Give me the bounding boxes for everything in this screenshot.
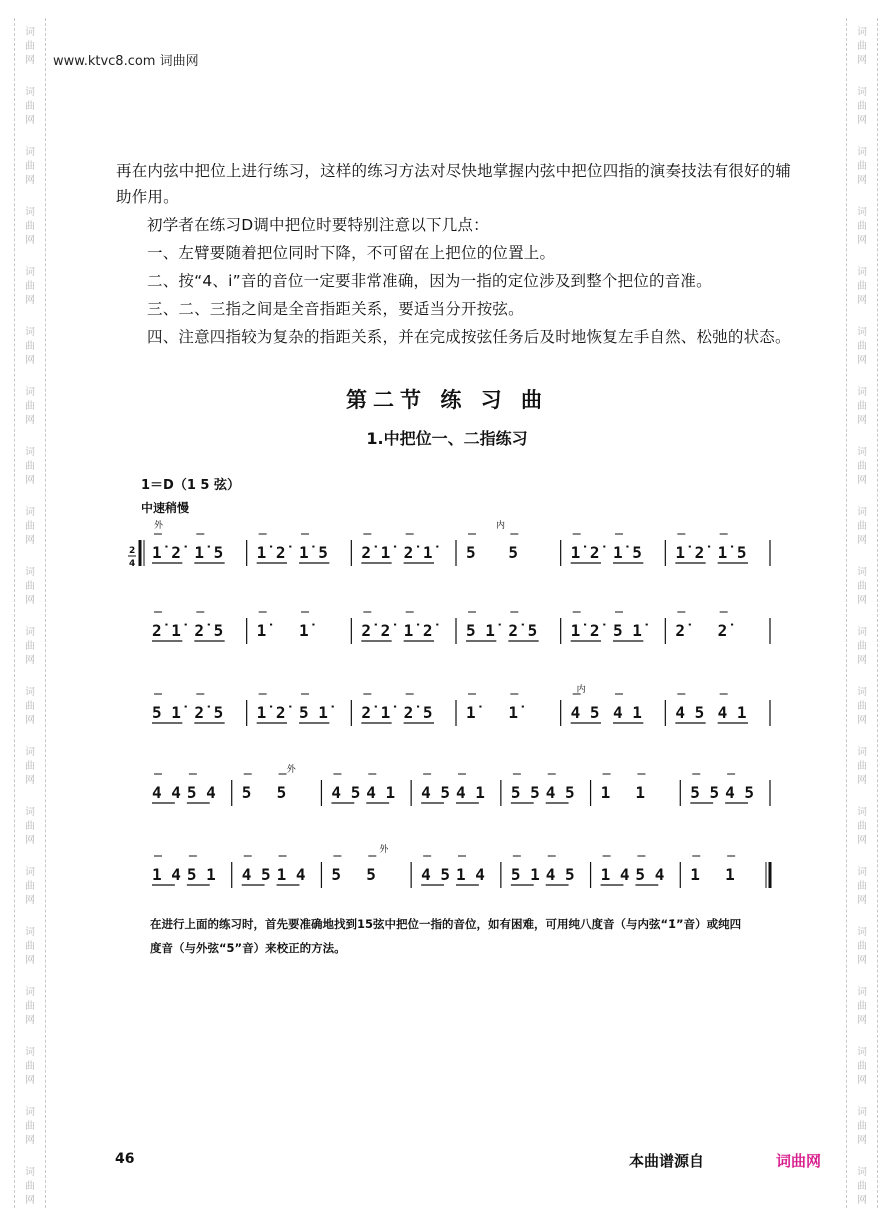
watermark-char: 词 xyxy=(25,327,35,338)
watermark-char: 曲 xyxy=(25,161,35,172)
note-beat: 5 1 xyxy=(510,865,540,884)
note-beat: 1̇ 5 xyxy=(613,543,642,562)
watermark-char: 网 xyxy=(857,1195,867,1206)
footnote xyxy=(150,912,790,960)
watermark-char: 曲 xyxy=(25,281,35,292)
note-beat: 1̇ xyxy=(508,703,518,722)
watermark-char: 网 xyxy=(25,355,35,366)
watermark-char: 网 xyxy=(857,115,867,126)
note-beat: 5 1 xyxy=(186,865,216,884)
watermark-char: 曲 xyxy=(25,461,35,472)
note-beat: 5 xyxy=(276,783,287,802)
watermark-char: 网 xyxy=(25,415,35,426)
watermark-char: 曲 xyxy=(25,821,35,832)
brand-link[interactable]: 词曲网 xyxy=(776,1152,822,1170)
watermark-char: 网 xyxy=(857,775,867,786)
watermark-char: 曲 xyxy=(857,641,867,652)
watermark-char: 曲 xyxy=(25,581,35,592)
watermark-char: 网 xyxy=(25,1135,35,1146)
note-beat: 2̇ 2̇ xyxy=(361,621,391,640)
note-beat: 1 4 xyxy=(276,865,306,884)
watermark-char: 词 xyxy=(857,627,867,638)
watermark-char: 词 xyxy=(857,447,867,458)
watermark-char: 词 xyxy=(25,147,35,158)
watermark-char: 词 xyxy=(857,1107,867,1118)
watermark-char: 曲 xyxy=(25,41,35,52)
watermark-char: 词 xyxy=(25,447,35,458)
watermark-char: 曲 xyxy=(857,941,867,952)
watermark-char: 曲 xyxy=(25,761,35,772)
watermark-char: 曲 xyxy=(857,1061,867,1072)
paragraph-5: 三、二、三指之间是全音指距关系，要适当分开按弦。 xyxy=(147,300,524,318)
watermark-char: 网 xyxy=(857,595,867,606)
note-beat: 1̇ 2̇ xyxy=(256,543,286,562)
watermark-char: 词 xyxy=(25,207,35,218)
watermark-char: 网 xyxy=(857,895,867,906)
watermark-char: 词 xyxy=(25,1107,35,1118)
note-beat: 4 5 xyxy=(725,783,755,802)
watermark-char: 词 xyxy=(25,687,35,698)
note-beat: 2̇ 1̇ xyxy=(152,621,181,640)
time-sig-bottom: 4 xyxy=(129,559,136,569)
watermark-char: 词 xyxy=(857,567,867,578)
watermark-char: 网 xyxy=(25,535,35,546)
watermark-char: 曲 xyxy=(25,881,35,892)
watermark-char: 网 xyxy=(25,115,35,126)
watermark-char: 网 xyxy=(857,355,867,366)
watermark-char: 网 xyxy=(25,55,35,66)
watermark-char: 网 xyxy=(25,475,35,486)
watermark-char: 网 xyxy=(25,175,35,186)
note-beat: 2̇ 1̇ xyxy=(361,543,391,562)
watermark-char: 网 xyxy=(857,1075,867,1086)
watermark-char: 曲 xyxy=(25,1121,35,1132)
watermark-char: 词 xyxy=(857,747,867,758)
watermark-char: 网 xyxy=(857,415,867,426)
site-header[interactable]: www.ktvc8.com 词曲网 xyxy=(53,54,199,69)
note-beat: 1 4 xyxy=(456,865,485,884)
watermark-char: 网 xyxy=(857,1135,867,1146)
watermark-char: 曲 xyxy=(857,341,867,352)
note-beat: 4 5 xyxy=(675,703,705,722)
note-beat: 4 4 xyxy=(152,783,181,802)
note-beat: 5 xyxy=(508,543,518,562)
note-beat: 1 4 xyxy=(600,865,630,884)
watermark-char: 词 xyxy=(25,1167,35,1178)
watermark-char: 网 xyxy=(857,535,867,546)
note-beat: 5 xyxy=(366,865,376,884)
note-beat: 2̇ 1̇ xyxy=(361,703,391,722)
note-beat: 1̇ xyxy=(466,703,476,722)
paragraph-3: 一、左臂要随着把位同时下降，不可留在上把位的位置上。 xyxy=(147,244,556,262)
watermark-char: 曲 xyxy=(25,1001,35,1012)
watermark-char: 曲 xyxy=(857,221,867,232)
note-beat: 4 1 xyxy=(366,783,396,802)
mark-inner: 内 xyxy=(496,521,506,531)
watermark-char: 网 xyxy=(857,1015,867,1026)
paragraph-4: 二、按“4、i”音的音位一定要非常准确，因为一指的定位涉及到整个把位的音准。 xyxy=(147,272,712,290)
footnote-line-2: 度音（与外弦“5”音）来校正的方法。 xyxy=(150,941,346,955)
watermark-char: 词 xyxy=(25,567,35,578)
watermark-char: 词 xyxy=(857,687,867,698)
watermark-char: 曲 xyxy=(857,1001,867,1012)
watermark-char: 词 xyxy=(25,27,35,38)
note-beat: 1̇ xyxy=(256,621,267,640)
note-beat: 5 4 xyxy=(186,783,216,802)
watermark-char: 曲 xyxy=(857,461,867,472)
watermark-char: 词 xyxy=(25,867,35,878)
watermark-char: 曲 xyxy=(25,521,35,532)
watermark-char: 词 xyxy=(25,267,35,278)
note-beat: 1 xyxy=(600,783,611,802)
mark-outer: 外 xyxy=(154,521,164,531)
watermark-char: 词 xyxy=(857,1047,867,1058)
note-beat: 4 5 xyxy=(570,703,600,722)
mark-inner: 内 xyxy=(576,685,586,695)
watermark-char: 词 xyxy=(25,807,35,818)
watermark-char: 网 xyxy=(857,835,867,846)
note-beat: 2̇ 5 xyxy=(194,621,224,640)
watermark-char: 词 xyxy=(857,27,867,38)
note-beat: 5 1̇ xyxy=(613,621,642,640)
tempo-marking: 中速稍慢 xyxy=(141,501,190,515)
watermark-char: 词 xyxy=(857,387,867,398)
watermark-char: 网 xyxy=(857,955,867,966)
watermark-char: 曲 xyxy=(25,701,35,712)
watermark-char: 网 xyxy=(25,775,35,786)
watermark-char: 词 xyxy=(25,507,35,518)
watermark-char: 网 xyxy=(25,955,35,966)
watermark-char: 词 xyxy=(25,387,35,398)
note-beat: 5 xyxy=(241,783,252,802)
watermark-char: 网 xyxy=(25,595,35,606)
key-signature: 1＝D（1 5 弦） xyxy=(141,478,240,493)
watermark-char: 网 xyxy=(25,1015,35,1026)
footnote-line-1: 在进行上面的练习时，首先要准确地找到15弦中把位一指的音位，如有困难，可用纯八度音（与内弦“1̇”音）或纯四 xyxy=(150,917,742,931)
note-beat: 1̇ 2̇ xyxy=(570,621,600,640)
note-beat: 5 1̇ xyxy=(152,703,181,722)
note-beat: 2̇ 5 xyxy=(508,621,538,640)
watermark-char: 曲 xyxy=(857,101,867,112)
note-beat: 1 xyxy=(725,865,735,884)
source-label: 本曲谱源自 xyxy=(629,1152,705,1170)
note-beat: 5 5 xyxy=(690,783,720,802)
note-beat: 2̇ 1̇ xyxy=(403,543,433,562)
watermark-char: 曲 xyxy=(857,1121,867,1132)
watermark-char: 曲 xyxy=(857,401,867,412)
watermark-char: 曲 xyxy=(25,221,35,232)
watermark-char: 网 xyxy=(857,175,867,186)
note-beat: 5 1̇ xyxy=(299,703,328,722)
watermark-char: 词 xyxy=(857,207,867,218)
watermark-char: 词 xyxy=(857,927,867,938)
note-beat: 2̇ 5 xyxy=(403,703,433,722)
watermark-char: 曲 xyxy=(25,641,35,652)
mark-outer: 外 xyxy=(379,845,389,855)
note-beat: 1 xyxy=(690,865,700,884)
watermark-char: 词 xyxy=(857,147,867,158)
note-beat: 1̇ 2̇ xyxy=(675,543,705,562)
note-beat: 4 5 xyxy=(421,783,451,802)
note-beat: 5 5 xyxy=(510,783,540,802)
note-beat: 1̇ 5 xyxy=(194,543,224,562)
watermark-char: 网 xyxy=(25,295,35,306)
watermark-char: 词 xyxy=(857,807,867,818)
watermark-char: 曲 xyxy=(857,821,867,832)
watermark-char: 词 xyxy=(857,507,867,518)
watermark-char: 曲 xyxy=(25,941,35,952)
watermark-char: 网 xyxy=(857,715,867,726)
mark-outer: 外 xyxy=(286,765,296,775)
note-beat: 1̇ 2̇ xyxy=(570,543,600,562)
note-beat: 5 1̇ xyxy=(466,621,495,640)
paragraph-2: 初学者在练习D调中把位时要特别注意以下几点： xyxy=(147,216,489,234)
watermark-char: 网 xyxy=(25,235,35,246)
watermark-char: 网 xyxy=(25,835,35,846)
note-beat: 4 5 xyxy=(421,865,451,884)
watermark-char: 曲 xyxy=(25,1181,35,1192)
watermark-char: 网 xyxy=(857,235,867,246)
note-beat: 4 5 xyxy=(331,783,361,802)
watermark-char: 曲 xyxy=(25,1061,35,1072)
time-sig-top: 2 xyxy=(129,546,136,556)
paragraph-6: 四、注意四指较为复杂的指距关系，并在完成按弦任务后及时地恢复左手自然、松弛的状态。 xyxy=(147,328,791,346)
note-beat: 2̇ xyxy=(675,621,685,640)
watermark-char: 曲 xyxy=(857,701,867,712)
note-beat: 4 5 xyxy=(545,783,575,802)
section-title: 第二节 练 习 曲 xyxy=(346,388,548,412)
note-beat: 4 5 xyxy=(545,865,575,884)
watermark-char: 网 xyxy=(25,1195,35,1206)
watermark-char: 曲 xyxy=(857,161,867,172)
watermark-char: 网 xyxy=(857,475,867,486)
watermark-char: 词 xyxy=(857,87,867,98)
note-beat: 1̇ xyxy=(299,621,309,640)
watermark-char: 网 xyxy=(25,1075,35,1086)
watermark-char: 网 xyxy=(857,655,867,666)
note-beat: 4 1 xyxy=(717,703,747,722)
watermark-char: 网 xyxy=(25,895,35,906)
watermark-char: 网 xyxy=(857,295,867,306)
watermark-char: 曲 xyxy=(25,101,35,112)
watermark-char: 曲 xyxy=(857,881,867,892)
watermark-char: 曲 xyxy=(25,401,35,412)
note-beat: 5 4 xyxy=(635,865,665,884)
note-beat: 2̇ xyxy=(717,621,728,640)
note-beat: 4 5 xyxy=(241,865,271,884)
note-beat: 4 1 xyxy=(456,783,485,802)
paragraph-1: 再在内弦中把位上进行练习，这样的练习方法对尽快地掌握内弦中把位四指的演奏技法有很好的辅助作用。 xyxy=(116,162,792,206)
watermark-char: 曲 xyxy=(857,761,867,772)
watermark-char: 词 xyxy=(25,927,35,938)
note-beat: 2̇ 5 xyxy=(194,703,224,722)
watermark-char: 词 xyxy=(25,747,35,758)
note-beat: 5 xyxy=(466,543,476,562)
piece-title: 1.中把位一、二指练习 xyxy=(366,429,528,448)
watermark-char: 曲 xyxy=(857,41,867,52)
watermark-char: 曲 xyxy=(25,341,35,352)
watermark-char: 词 xyxy=(25,987,35,998)
note-beat: 1̇ 5 xyxy=(717,543,747,562)
watermark-char: 词 xyxy=(857,327,867,338)
note-beat: 4 1 xyxy=(613,703,642,722)
watermark-char: 词 xyxy=(25,627,35,638)
watermark-char: 词 xyxy=(25,87,35,98)
note-beat: 1̇ 2̇ xyxy=(256,703,286,722)
note-beat: 1̇ 2̇ xyxy=(403,621,433,640)
page-number: 46 xyxy=(115,1151,135,1167)
watermark-char: 词 xyxy=(857,867,867,878)
note-beat: 1 4 xyxy=(152,865,181,884)
watermark-char: 网 xyxy=(857,55,867,66)
note-beat: 1 xyxy=(635,783,646,802)
watermark-char: 曲 xyxy=(857,581,867,592)
note-beat: 1̇ 2̇ xyxy=(152,543,181,562)
watermark-char: 网 xyxy=(25,715,35,726)
watermark-char: 曲 xyxy=(857,1181,867,1192)
note-beat: 1̇ 5 xyxy=(299,543,328,562)
watermark-char: 词 xyxy=(857,987,867,998)
watermark-char: 词 xyxy=(25,1047,35,1058)
watermark-char: 曲 xyxy=(857,281,867,292)
watermark-char: 网 xyxy=(25,655,35,666)
watermark-char: 词 xyxy=(857,267,867,278)
watermark-char: 曲 xyxy=(857,521,867,532)
watermark-char: 词 xyxy=(857,1167,867,1178)
note-beat: 5 xyxy=(331,865,342,884)
